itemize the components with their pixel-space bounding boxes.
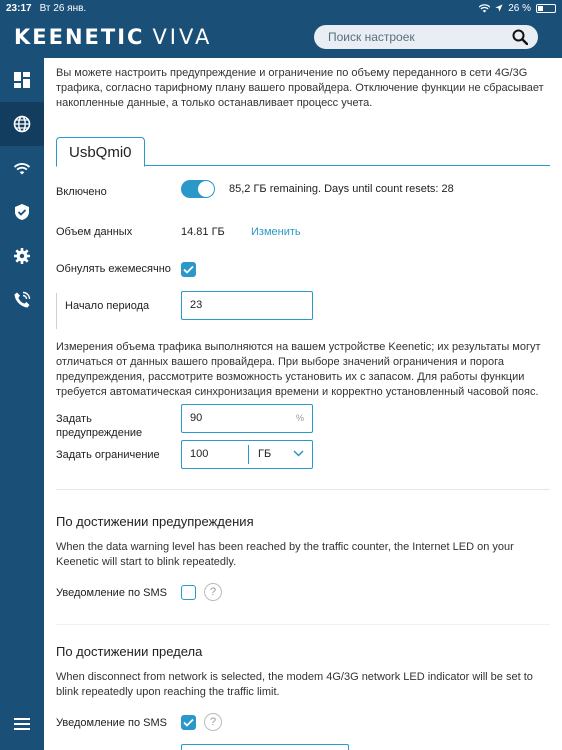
app-header [0,16,562,58]
section-divider [56,489,550,490]
warning-sms-help-icon[interactable]: ? [204,583,222,601]
limit-unit-select[interactable]: ГБ [258,448,272,460]
wifi-status-icon [479,4,490,13]
on-warning-description: When the data warning level has been reached by the traffic counter, the Internet LED on your Keenetic will start to blink repeatedly. [56,541,514,568]
period-start-input[interactable] [181,291,313,320]
enabled-toggle[interactable] [181,180,215,198]
checkmark-icon [183,718,194,727]
on-limit-description: When disconnect from network is selected, the modem 4G/3G network LED indicator will be set to blink repeatedly upon reaching the traffic limit. [56,671,533,698]
warning-unit: % [295,413,304,423]
warning-sms-checkbox[interactable] [181,585,196,600]
warning-label [56,412,142,440]
main-content [44,58,562,750]
enabled-label: Включено [56,186,107,198]
search-icon[interactable] [512,29,528,45]
warning-sms-label: Уведомление по SMS [56,587,167,599]
logo-model: VIVA [152,25,213,49]
intro-text: Вы можете настроить предупреждение и ограничение по объему переданного в сети 4G/3G трафика, согласно тарифному плану вашего провайдера. Отключение функции не сбрасывает накопленные данные, а только останавливает процесс учета. [56,67,544,109]
warning-label-line1: Задать [56,413,92,425]
remaining-status: 85,2 ГБ remaining. Days until count resets: 28 [229,183,454,195]
sidebar-item-internet[interactable] [0,102,44,146]
search-input[interactable]: Поиск настроек [328,30,415,44]
wifi-icon [13,159,31,177]
cut-off-input[interactable] [181,744,349,750]
dashboard-icon [13,71,31,89]
battery-percent: 26 % [508,2,531,14]
phone-icon [13,291,31,309]
search-box[interactable] [314,25,538,49]
checkmark-icon [183,265,194,274]
warning-label-line2: предупреждение [56,427,143,439]
status-bar [0,0,562,16]
sidebar-item-settings[interactable] [0,234,44,278]
section-divider-2 [56,624,550,625]
menu-button[interactable] [0,704,44,744]
data-volume-value: 14.81 ГБ [181,226,225,238]
warning-input[interactable] [181,404,313,433]
toggle-knob [198,181,214,197]
gear-icon [13,247,31,265]
sidebar-item-dashboard[interactable] [0,58,44,102]
location-icon [495,4,503,12]
interface-tabs [56,137,550,166]
sidebar-item-phone[interactable] [0,278,44,322]
status-time: 23:17 [6,2,32,14]
on-warning-title: По достижении предупреждения [56,514,254,529]
sidebar-item-security[interactable] [0,190,44,234]
warning-value: 90 [190,412,203,424]
logo[interactable] [14,25,212,49]
limit-value: 100 [190,448,209,460]
hamburger-icon [14,717,30,731]
measurement-note: Измерения объема трафика выполняются на вашем устройстве Keenetic; их результаты могут отличаться от данных вашего провайдера. При выборе значений ограничения и порога предупреждения, рассмотрите возможность установить их с запасом. Для работы функции требуется автоматическая синхронизация времени и корректно установленный часовой пояс. [56,341,541,398]
period-indent-line [56,293,57,329]
limit-sms-label: Уведомление по SMS [56,717,167,729]
on-limit-title: По достижении предела [56,644,203,659]
chevron-down-icon[interactable] [293,450,304,457]
limit-separator [248,445,249,464]
period-start-label: Начало периода [65,300,150,312]
tab-usbqmi0[interactable]: UsbQmi0 [56,137,145,167]
sidebar-item-wifi[interactable] [0,146,44,190]
limit-sms-checkbox[interactable] [181,715,196,730]
battery-icon [536,4,556,13]
sidebar [0,58,44,750]
limit-input[interactable] [181,440,313,469]
change-link[interactable]: Изменить [251,226,301,238]
status-date: Вт 26 янв. [39,2,87,14]
shield-icon [13,203,31,221]
logo-brand: KEENETIC [14,25,145,49]
reset-monthly-checkbox[interactable] [181,262,196,277]
limit-label: Задать ограничение [56,449,160,461]
reset-monthly-label: Обнулять ежемесячно [56,263,171,275]
data-volume-label: Объем данных [56,226,133,238]
period-start-value: 23 [190,299,203,311]
limit-sms-help-icon[interactable]: ? [204,713,222,731]
globe-icon [13,115,31,133]
